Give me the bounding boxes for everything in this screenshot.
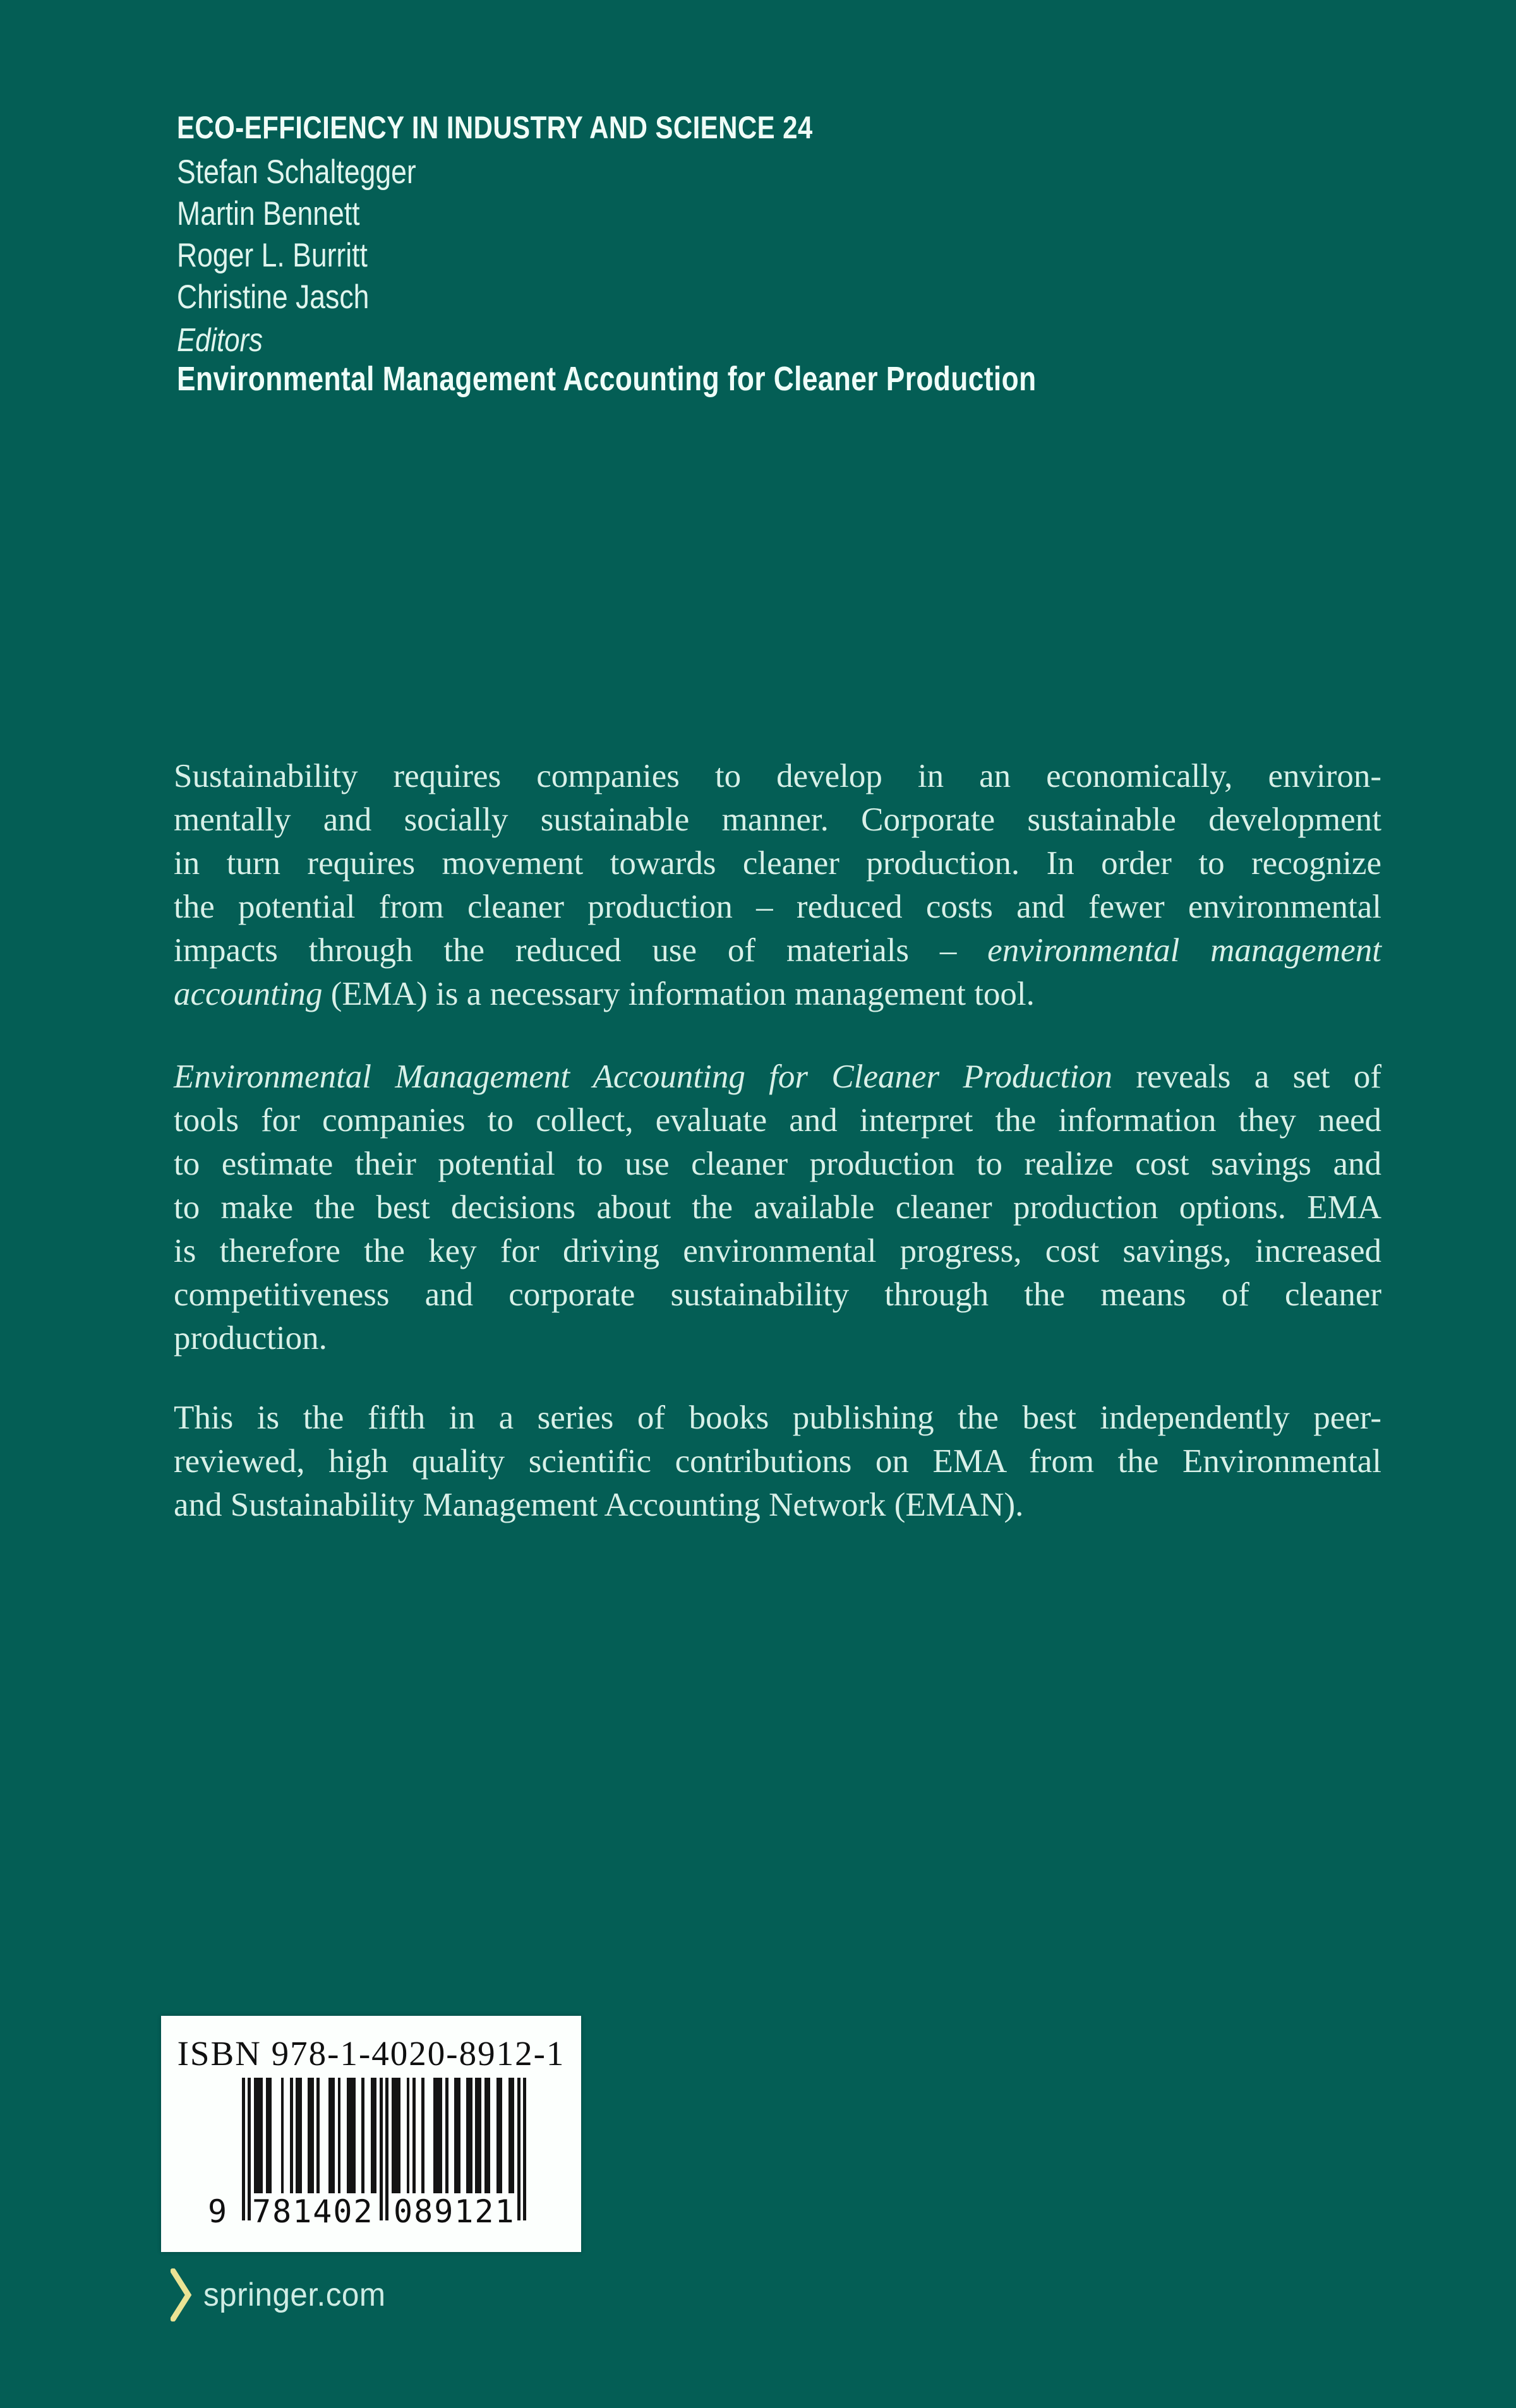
barcode-bar [380,2078,383,2220]
text-line: in turn requires movement towards cleaner production. In order to recognize [174,845,1381,882]
publisher-footer [171,2268,395,2321]
series-title: ECO-EFFICIENCY IN INDUSTRY AND SCIENCE 24 [177,110,813,145]
barcode-bar [328,2078,334,2193]
barcode-bar [385,2078,388,2220]
barcode-digit-group: 089121 [394,2193,515,2230]
barcode-bar [421,2078,424,2193]
text-line: Sustainability requires companies to develop in an economically, environ- [174,758,1381,794]
barcode-bar [242,2078,245,2220]
barcode-bar [371,2078,376,2193]
barcode-bar [296,2078,301,2193]
barcode-digit-group: 9 [208,2193,229,2230]
text-line: tools for companies to collect, evaluate and interpret the information they need [174,1102,1381,1139]
text-line: and Sustainability Management Accounting Network (EMAN). [174,1487,1024,1523]
text-line: accounting (EMA) is a necessary information management tool. [174,976,1035,1012]
barcode-bar [407,2078,410,2193]
text-line: to make the best decisions about the available cleaner production options. EMA [174,1189,1381,1226]
editor-name: Martin Bennett [177,195,360,232]
barcode-bar [281,2078,284,2193]
barcode-bar [517,2078,520,2220]
book-title: Environmental Management Accounting for Cleaner Production [177,360,1037,398]
barcode-bar [454,2078,460,2193]
chevron-right-icon [171,2268,192,2321]
paragraph [174,1055,1381,1360]
ean-barcode [208,2078,526,2236]
barcode-bar [523,2078,526,2220]
barcode-bar [347,2078,356,2193]
barcode-bar [338,2078,341,2193]
text-line: Environmental Management Accounting for Cleaner Production reveals a set of [174,1058,1381,1095]
barcode-bar [392,2078,400,2193]
text-line: mentally and socially sustainable manner. Corporate sustainable development [174,801,1381,838]
text-line: competitiveness and corporate sustainability through the means of cleaner [174,1276,1381,1313]
paragraph [174,1396,1381,1527]
isbn-barcode-box [161,2016,581,2252]
text-line: to estimate their potential to use cleaner production to realize cost savings and [174,1146,1381,1182]
barcode-bar [433,2078,442,2193]
text-line: impacts through the reduced use of materials – environmental management [174,932,1381,969]
barcode-bar [475,2078,481,2193]
text-line: production. [174,1320,327,1357]
barcode-bar [361,2078,364,2193]
text-line: the potential from cleaner production – reduced costs and fewer environmental [174,889,1381,925]
barcode-bar [496,2078,502,2193]
barcode-bar [508,2078,514,2193]
editors-list [177,152,462,318]
editor-name: Stefan Schaltegger [177,153,416,191]
barcode-bar [290,2078,293,2193]
springer-site-label: springer.com [203,2277,386,2313]
barcode-bar [484,2078,490,2193]
paragraph [174,755,1381,1016]
barcode-bar [266,2078,272,2193]
text-line: This is the fifth in a series of books publishing the best independently peer- [174,1399,1381,1436]
barcode-bar [248,2078,251,2220]
text-line: reviewed, high quality scientific contributions on EMA from the Environmental [174,1443,1381,1480]
editor-name: Roger L. Burritt [177,237,368,274]
barcode-bar [308,2078,313,2193]
barcode-bar [445,2078,448,2193]
barcode-digit-group: 781402 [252,2193,374,2230]
barcode-bar [316,2078,320,2193]
barcode-bar [254,2078,263,2193]
isbn-label: ISBN 978-1-4020-8912-1 [177,2034,565,2073]
barcode-bar [466,2078,472,2193]
editors-label: Editors [177,322,263,359]
barcode-bar [412,2078,416,2193]
editor-name: Christine Jasch [177,279,370,316]
text-line: is therefore the key for driving environmental progress, cost savings, increased [174,1233,1381,1269]
